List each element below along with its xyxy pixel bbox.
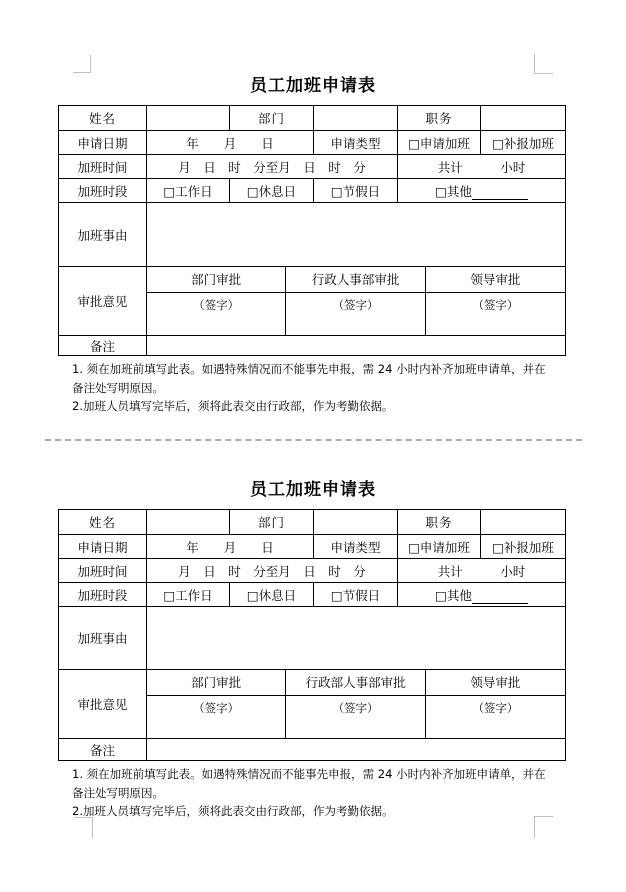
other-fill-in-line[interactable]	[472, 186, 528, 200]
overtime-form-table	[58, 105, 566, 356]
checkbox-option-makeup-overtime[interactable]: □补报加班	[481, 131, 566, 155]
sign-cell-admin-hr[interactable]: （签字）	[286, 695, 426, 738]
approval-label: 审批意见	[59, 670, 147, 739]
checkbox-option-workday[interactable]: □工作日	[147, 179, 230, 203]
overtime-form-2	[0, 475, 626, 821]
sign-cell-admin-hr[interactable]: （签字）	[286, 292, 426, 335]
other-fill-in-line[interactable]	[472, 590, 528, 604]
approval-col-dept: 部门审批	[147, 670, 286, 695]
dept-label: 部门	[230, 106, 314, 131]
checkbox-option-holiday[interactable]: □节假日	[314, 583, 398, 607]
apply-date-label: 申请日期	[59, 535, 147, 559]
approval-col-leader: 领导审批	[425, 670, 565, 695]
checkbox-option-restday[interactable]: □休息日	[230, 179, 314, 203]
apply-type-label: 申请类型	[314, 131, 398, 155]
overtime-period-label: 加班时段	[59, 179, 147, 203]
sign-cell-leader[interactable]: （签字）	[425, 695, 565, 738]
checkbox-option-apply-overtime[interactable]: □申请加班	[398, 535, 481, 559]
apply-date-label: 申请日期	[59, 131, 147, 155]
name-input-cell[interactable]	[147, 106, 230, 131]
position-input-cell[interactable]	[481, 510, 566, 535]
remarks-label: 备注	[59, 336, 147, 356]
overtime-time-value-cell[interactable]: 月 日 时 分至月 日 时 分	[147, 155, 398, 179]
other-option-label: □其他	[435, 587, 472, 603]
remarks-input-cell[interactable]	[147, 336, 566, 356]
approval-col-admin-hr: 行政人事部审批	[286, 267, 426, 292]
checkbox-option-restday[interactable]: □休息日	[230, 583, 314, 607]
apply-date-value-cell[interactable]: 年 月 日	[147, 131, 314, 155]
apply-type-label: 申请类型	[314, 535, 398, 559]
name-input-cell[interactable]	[147, 510, 230, 535]
position-label: 职务	[398, 510, 481, 535]
note-line-2: 2.加班人员填写完毕后，须将此表交由行政部，作为考勤依据。	[72, 804, 394, 818]
approval-col-leader: 领导审批	[425, 267, 565, 292]
overtime-period-label: 加班时段	[59, 583, 147, 607]
overtime-time-label: 加班时间	[59, 559, 147, 583]
approval-col-dept: 部门审批	[147, 267, 286, 292]
reason-label: 加班事由	[59, 607, 147, 670]
form-notes	[72, 765, 550, 821]
checkbox-option-makeup-overtime[interactable]: □补报加班	[481, 535, 566, 559]
name-label: 姓名	[59, 510, 147, 535]
approval-col-admin-hr: 行政部人事部审批	[286, 670, 426, 695]
sign-cell-dept[interactable]: （签字）	[193, 297, 240, 312]
form-notes	[72, 360, 550, 416]
dept-input-cell[interactable]	[314, 510, 398, 535]
remarks-input-cell[interactable]	[147, 739, 566, 761]
dashed-cut-line	[45, 439, 582, 441]
dept-label: 部门	[230, 510, 314, 535]
approval-section	[147, 670, 566, 739]
position-label: 职务	[398, 106, 481, 131]
checkbox-option-holiday[interactable]: □节假日	[314, 179, 398, 203]
overtime-form-1	[0, 71, 626, 416]
form-title: 员工加班申请表	[250, 480, 376, 500]
note-line-1: 1. 须在加班前填写此表。如遇特殊情况而不能事先申报，需 24 小时内补齐加班申请单，并在备注处写明原因。	[72, 767, 546, 800]
checkbox-option-other[interactable]	[398, 179, 566, 203]
approval-subtable	[147, 670, 565, 738]
approval-section	[147, 267, 566, 336]
sign-cell-dept[interactable]: （签字）	[193, 700, 240, 715]
checkbox-option-apply-overtime[interactable]: □申请加班	[398, 131, 481, 155]
overtime-total-cell[interactable]: 共计 小时	[398, 155, 566, 179]
reason-input-cell[interactable]	[147, 607, 566, 670]
position-input-cell[interactable]	[481, 106, 566, 131]
form-title: 员工加班申请表	[250, 76, 376, 96]
checkbox-option-other[interactable]	[398, 583, 566, 607]
checkbox-option-workday[interactable]: □工作日	[147, 583, 230, 607]
overtime-form-table	[58, 509, 566, 761]
overtime-time-value-cell[interactable]: 月 日 时 分至月 日 时 分	[147, 559, 398, 583]
dept-input-cell[interactable]	[314, 106, 398, 131]
reason-input-cell[interactable]	[147, 203, 566, 267]
remarks-label: 备注	[59, 739, 147, 761]
sign-cell-leader[interactable]: （签字）	[425, 292, 565, 335]
overtime-time-label: 加班时间	[59, 155, 147, 179]
approval-subtable	[147, 267, 565, 335]
reason-label: 加班事由	[59, 203, 147, 267]
approval-label: 审批意见	[59, 267, 147, 336]
other-option-label: □其他	[435, 183, 472, 199]
apply-date-value-cell[interactable]: 年 月 日	[147, 535, 314, 559]
overtime-total-cell[interactable]: 共计 小时	[398, 559, 566, 583]
note-line-2: 2.加班人员填写完毕后，须将此表交由行政部，作为考勤依据。	[72, 399, 394, 413]
note-line-1: 1. 须在加班前填写此表。如遇特殊情况而不能事先申报，需 24 小时内补齐加班申请单，并在备注处写明原因。	[72, 362, 546, 395]
name-label: 姓名	[59, 106, 147, 131]
